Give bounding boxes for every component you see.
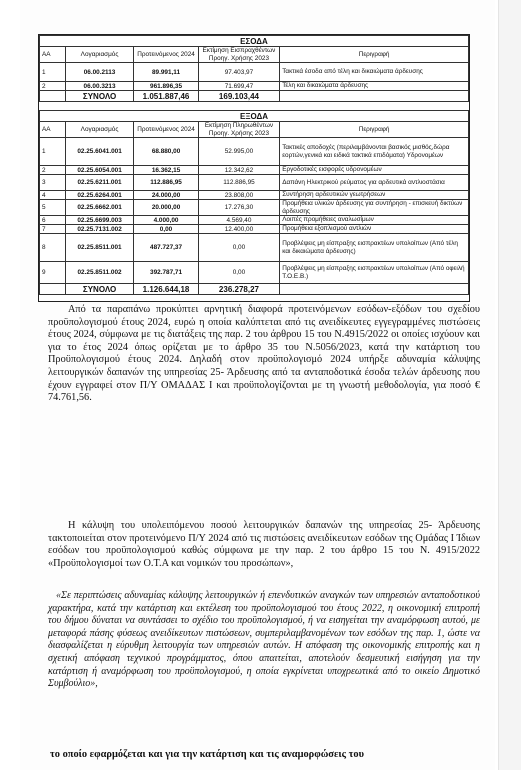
row-description: Προβλέψεις μη είσπραξης εισπρακτέων υπολοίπων (Από οφειλή Τ.Ο.Ε.Β.) bbox=[280, 262, 469, 284]
row-proposed: 68.880,00 bbox=[134, 138, 198, 166]
row-aa: 4 bbox=[40, 191, 66, 200]
expenses-total-amount: 1.126.644,18 bbox=[134, 284, 198, 295]
row-description: Συντήρηση αρδευτικών γεωτρήσεων bbox=[280, 191, 469, 200]
page-edge-shadow bbox=[498, 0, 521, 770]
row-aa: 2 bbox=[40, 166, 66, 175]
income-header-description: Περιγραφή bbox=[280, 47, 469, 63]
row-estimate: 52.995,00 bbox=[198, 138, 280, 166]
row-aa: 3 bbox=[40, 175, 66, 191]
row-estimate: 17.276,30 bbox=[198, 200, 280, 216]
row-aa: 5 bbox=[40, 200, 66, 216]
paragraph-closing-line: το οποίο εφαρμόζεται και για την κατάρτιση και τις αναμορφώσεις του bbox=[50, 749, 364, 760]
paragraph-negative-difference: Από τα παραπάνω προκύπτει αρνητική διαφορά προτεινόμενων εσόδων-εξόδων του σχεδίου προϋπολογισμού έτους 2024, ευρώ η οποία καλύπτεται από τις ανειδίκευτες εγγεγραμμένες πιστώσεις έτους 2024, σύμφωνα με τις διατάξεις της παρ. 2 του άρθρου 15 του Ν.4915/2022 οι οποίες ισχύουν και για το έτος 2024 όπως ορίζεται με το άρθρο 35 του Ν.5056/2023, κατά την κατάρτιση του Προϋπολογισμού έτους 2024. Δηλαδή στον προϋπολογισμό 2024 υπήρξε αδυναμία κάλυψης λειτουργικών δαπανών της υπηρεσίας 25- Άρδευσης από τα ανταποδοτικά έσοδα τελών άρδευσης που έχουν εγγραφεί στον Π/Υ ΟΜΑΔΑΣ Ι και προϋπολογίζονται με τη γνωστή μεθοδολογία, για ποσό € 74.761,56. bbox=[48, 304, 480, 404]
row-proposed: 4.000,00 bbox=[134, 216, 198, 225]
row-proposed: 16.362,15 bbox=[134, 166, 198, 175]
row-proposed: 961.896,35 bbox=[134, 82, 198, 91]
expenses-total-label: ΣΥΝΟΛΟ bbox=[65, 284, 134, 295]
row-account: 02.25.6041.001 bbox=[65, 138, 134, 166]
row-proposed: 392.787,71 bbox=[134, 262, 198, 284]
row-description: Δαπάνη Ηλεκτρικού ρεύματος για αρδευτικά αντλιοστάσια bbox=[280, 175, 469, 191]
table-row bbox=[40, 63, 469, 82]
row-aa: 9 bbox=[40, 262, 66, 284]
row-estimate: 112.886,95 bbox=[198, 175, 280, 191]
table-row bbox=[40, 200, 469, 216]
table-row bbox=[40, 138, 469, 166]
expenses-header-aa: ΑΑ bbox=[40, 122, 66, 138]
row-aa: 1 bbox=[40, 138, 66, 166]
income-header-account: Λογαριασμός bbox=[65, 47, 134, 63]
income-total-amount: 1.051.887,46 bbox=[134, 91, 198, 102]
row-account: 02.25.6211.001 bbox=[65, 175, 134, 191]
row-account: 02.25.8511.001 bbox=[65, 234, 134, 262]
table-row bbox=[40, 234, 469, 262]
row-proposed: 89.991,11 bbox=[134, 63, 198, 82]
row-proposed: 24.000,00 bbox=[134, 191, 198, 200]
row-aa: 2 bbox=[40, 82, 66, 91]
row-estimate: 0,00 bbox=[198, 262, 280, 284]
expenses-total-estimate: 236.278,27 bbox=[198, 284, 280, 295]
income-total-row bbox=[40, 91, 469, 102]
row-estimate: 4.569,40 bbox=[198, 216, 280, 225]
row-account: 06.00.3213 bbox=[65, 82, 134, 91]
row-account: 06.00.2113 bbox=[65, 63, 134, 82]
row-aa: 6 bbox=[40, 216, 66, 225]
row-aa: 7 bbox=[40, 225, 66, 234]
row-estimate: 0,00 bbox=[198, 234, 280, 262]
expenses-header-row bbox=[40, 122, 469, 138]
row-description: Προμήθεια υλικών άρδευσης για συντήρηση - επισκευή δικτύων άρδευσης bbox=[280, 200, 469, 216]
expenses-total-row bbox=[40, 284, 469, 295]
table-row bbox=[40, 175, 469, 191]
income-total-estimate: 169.103,44 bbox=[198, 91, 280, 102]
income-header-row bbox=[40, 47, 469, 63]
budget-tables bbox=[38, 34, 470, 302]
row-description: Εργοδοτικές εισφορές υδρονομέων bbox=[280, 166, 469, 175]
expenses-table bbox=[39, 110, 469, 295]
income-table-title: ΕΣΟΔΑ bbox=[40, 36, 469, 47]
table-row bbox=[40, 216, 469, 225]
expenses-table-title: ΕΞΟΔΑ bbox=[40, 111, 469, 122]
row-account: 02.25.6662.001 bbox=[65, 200, 134, 216]
row-account: 02.25.6699.003 bbox=[65, 216, 134, 225]
row-estimate: 12.400,00 bbox=[198, 225, 280, 234]
row-aa: 8 bbox=[40, 234, 66, 262]
paragraph-coverage: Η κάλυψη του υπολειπόμενου ποσού λειτουργικών δαπανών της υπηρεσίας 25- Άρδευσης τακτοποιείται στον προτεινόμενο Π/Υ 2024 από τις πιστώσεις ανειδίκευτων εσόδων της Ομάδας Ι Ίδιων εσόδων του προϋπολογισμού καθώς σύμφωνα με την παρ. 2 του άρθρο 15 του Ν. 4915/2022 «Προϋπολογισμοί των Ο.Τ.Α και νομικών του προσώπων», bbox=[48, 520, 480, 569]
expenses-header-estimate: Εκτίμηση Πληρωθέντων Προηγ. Χρήσης 2023 bbox=[198, 122, 280, 138]
table-row bbox=[40, 191, 469, 200]
expenses-header-proposed: Προτεινόμενος 2024 bbox=[134, 122, 198, 138]
table-row bbox=[40, 82, 469, 91]
table-row bbox=[40, 166, 469, 175]
row-estimate: 97.403,97 bbox=[198, 63, 280, 82]
row-proposed: 0,00 bbox=[134, 225, 198, 234]
row-description: Τακτικές αποδοχές (περιλαμβάνονται βασικός μισθός,δώρα εορτών,γενικά και ειδικά τακτικά επιδόματα) Υδρονομέων bbox=[280, 138, 469, 166]
expenses-header-account: Λογαριασμός bbox=[65, 122, 134, 138]
row-estimate: 23.808,00 bbox=[198, 191, 280, 200]
row-account: 02.25.7131.002 bbox=[65, 225, 134, 234]
row-aa: 1 bbox=[40, 63, 66, 82]
income-header-estimate: Εκτίμηση Εισπραχθέντων Προηγ. Χρήσης 2023 bbox=[198, 47, 280, 63]
income-header-aa: ΑΑ bbox=[40, 47, 66, 63]
table-row bbox=[40, 225, 469, 234]
row-description: Λοιπές προμήθειες αναλωσίμων bbox=[280, 216, 469, 225]
row-estimate: 12.342,62 bbox=[198, 166, 280, 175]
row-description: Προβλέψεις μη είσπραξης εισπρακτέων υπολοίπων (Από τέλη και δικαιώματα άρδευσης) bbox=[280, 234, 469, 262]
table-row bbox=[40, 262, 469, 284]
row-description: Τέλη και δικαιώματα άρδευσης bbox=[280, 82, 469, 91]
row-proposed: 487.727,37 bbox=[134, 234, 198, 262]
row-account: 02.25.6264.001 bbox=[65, 191, 134, 200]
row-description: Τακτικά έσοδα από τέλη και δικαιώματα άρδευσης bbox=[280, 63, 469, 82]
row-proposed: 112.886,95 bbox=[134, 175, 198, 191]
row-account: 02.25.8511.002 bbox=[65, 262, 134, 284]
income-header-proposed: Προτεινόμενος 2024 bbox=[134, 47, 198, 63]
expenses-header-description: Περιγραφή bbox=[280, 122, 469, 138]
row-account: 02.25.6054.001 bbox=[65, 166, 134, 175]
income-table bbox=[39, 35, 469, 110]
income-total-label: ΣΥΝΟΛΟ bbox=[65, 91, 134, 102]
row-description: Προμήθεια εξοπλισμού αντλιών bbox=[280, 225, 469, 234]
row-proposed: 20.000,00 bbox=[134, 200, 198, 216]
row-estimate: 71.699,47 bbox=[198, 82, 280, 91]
law-quote: «Σε περιπτώσεις αδυναμίας κάλυψης λειτουργικών ή επενδυτικών αναγκών των υπηρεσιών ανταποδοτικού χαρακτήρα, κατά την κατάρτιση και εκτέλεση του προϋπολογισμού του έτους 2022, η οικονομική επιτροπή του δήμου δύναται να συντάσσει το σχέδιο του προϋπολογισμού, ή να εισηγείται την αναμόρφωση αυτού, με μεταφορά πάσης φύσεως ανειδίκευτων πιστώσεων, συμπεριλαμβανομένων των εσόδων της παρ. 1, ώστε να διασφαλίζεται η εύρυθμη λειτουργία των υπηρεσιών αυτών. Η απόφαση της οικονομικής επιτροπής και η σχετική απόφαση τεχνικού προγράμματος, όπου απαιτείται, αποτελούν δεσμευτική εισήγηση για την κατάρτιση ή αναμόρφωση του προϋπολογισμού, η οποία εγκρίνεται υποχρεωτικά από το οικείο Δημοτικό Συμβούλιο», bbox=[48, 590, 480, 690]
